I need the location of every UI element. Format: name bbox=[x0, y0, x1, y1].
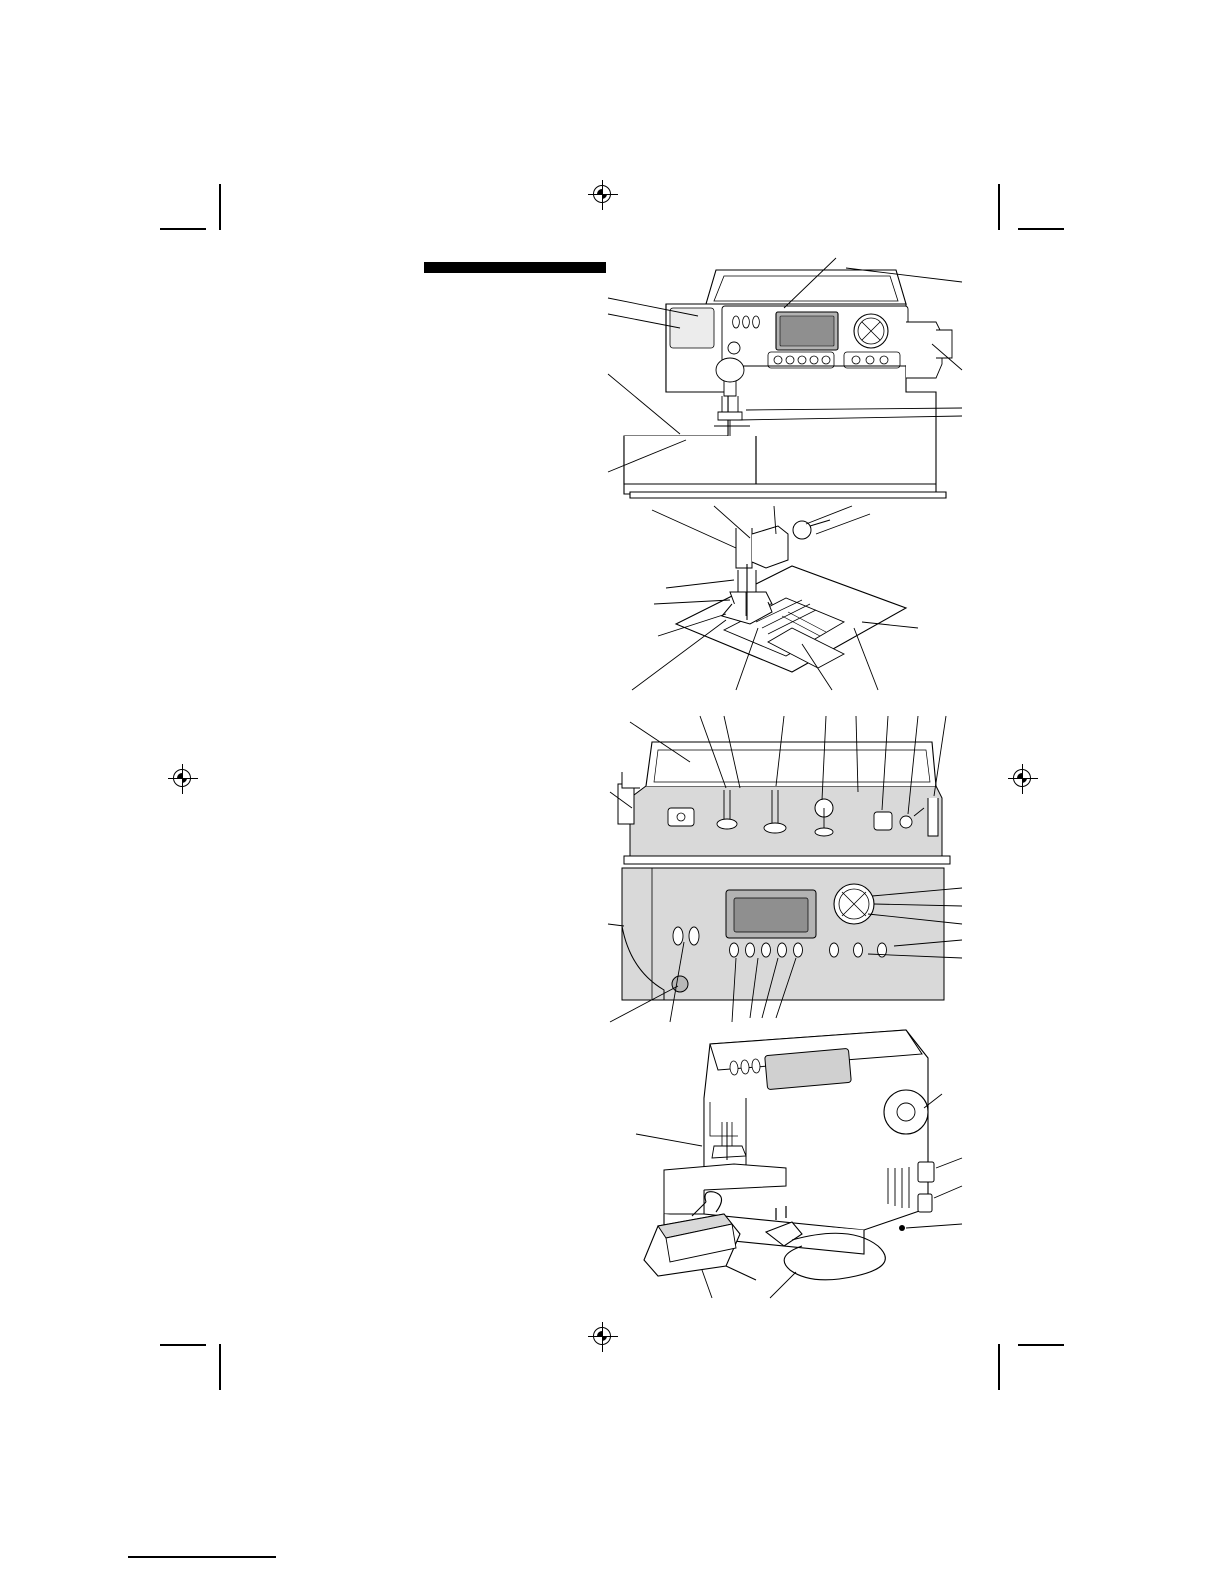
crop-mark-bottom-left-v bbox=[219, 1344, 221, 1390]
registration-mark-top bbox=[588, 180, 618, 210]
crop-mark-top-right-h bbox=[1018, 228, 1064, 230]
crop-mark-top-left-h bbox=[160, 228, 206, 230]
crop-mark-top-left-v bbox=[219, 184, 221, 230]
crop-mark-top-right-v bbox=[998, 184, 1000, 230]
figure-top-cover bbox=[606, 712, 966, 872]
figure-needle-area bbox=[606, 504, 966, 694]
registration-mark-bottom bbox=[588, 1322, 618, 1352]
figure-front-view bbox=[606, 244, 966, 504]
figure-accessories bbox=[606, 1190, 966, 1300]
crop-mark-bottom-left-h bbox=[160, 1344, 206, 1346]
crop-mark-bottom-right-h bbox=[1018, 1344, 1064, 1346]
figure-caption-front-view bbox=[0, 0, 29, 1]
section-heading-rule bbox=[424, 262, 606, 273]
figure-caption-needle-area bbox=[0, 0, 24, 1]
crop-mark-footer bbox=[128, 1556, 276, 1558]
document-title bbox=[0, 0, 24, 1]
figure-caption-top-cover bbox=[0, 0, 27, 1]
figure-control-panel bbox=[606, 866, 966, 1024]
figure-caption-accessories bbox=[0, 0, 17, 1]
figure-caption-control-panel bbox=[0, 0, 29, 1]
registration-mark-left bbox=[168, 764, 198, 794]
crop-mark-bottom-right-v bbox=[998, 1344, 1000, 1390]
registration-mark-right bbox=[1008, 764, 1038, 794]
figure-caption-side-view bbox=[0, 0, 33, 1]
